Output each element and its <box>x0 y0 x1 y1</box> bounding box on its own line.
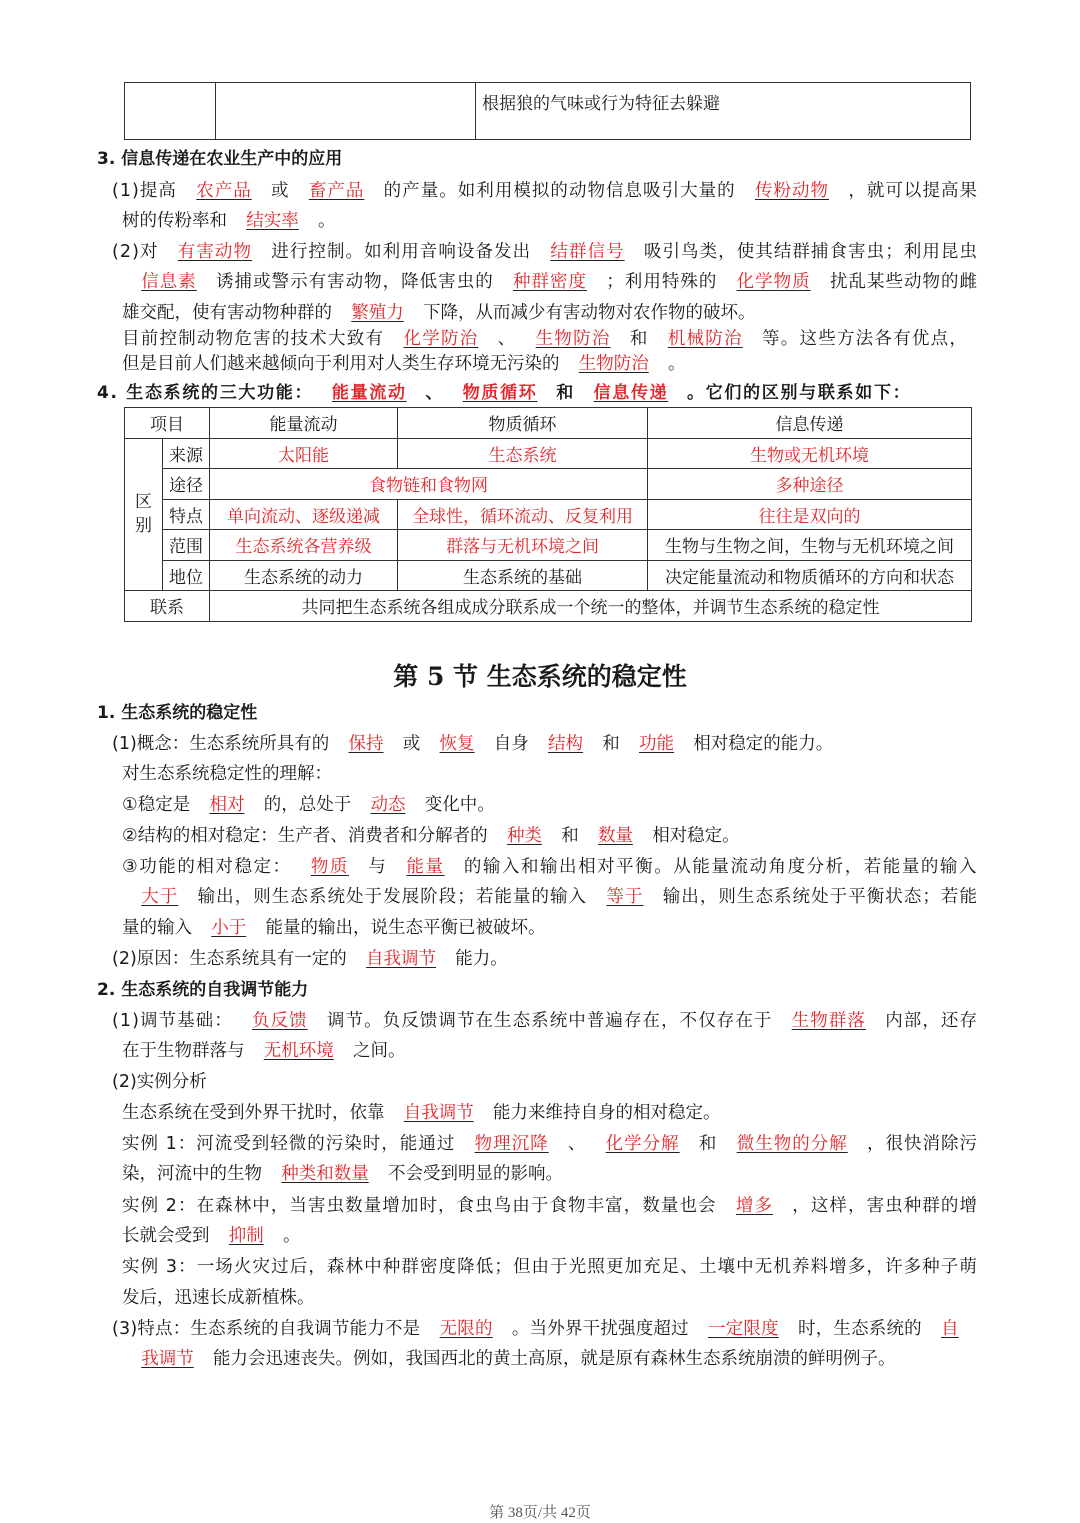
fill-blank-answer: 小于 <box>211 918 247 938</box>
text-run: ；利用特殊的 <box>606 272 718 292</box>
text-run: 能力来维持自身的相对稳定。 <box>493 1103 721 1123</box>
text-line <box>122 1348 896 1370</box>
text-run: 相对稳定。 <box>652 826 740 846</box>
text-line <box>122 1287 315 1309</box>
text-run: 染，河流中的生物 <box>122 1164 262 1184</box>
info-cell: 生物与生物之间，生物与无机环境之间 <box>648 530 972 561</box>
text-line <box>122 271 978 293</box>
fill-blank-answer: 等于 <box>606 887 644 907</box>
text-line <box>122 856 978 878</box>
text-run: (3)特点：生态系统的自我调节能力不是 <box>112 1319 421 1339</box>
fill-blank-answer: 结群信号 <box>550 242 625 262</box>
text-run: 和 <box>629 329 649 349</box>
fill-blank-answer: 信息传递 <box>593 383 669 403</box>
text-run: 或 <box>402 734 421 754</box>
text-run: 之间。 <box>353 1041 406 1061</box>
text-line <box>122 1225 301 1247</box>
text-line <box>112 1010 978 1032</box>
fill-blank-answer: 种类和数量 <box>281 1164 369 1184</box>
text-run: ②结构的相对稳定：生产者、消费者和分解者的 <box>122 826 488 846</box>
fill-blank-answer: 有害动物 <box>177 242 253 262</box>
fill-blank-answer: 恢复 <box>439 734 475 754</box>
text-run: 雄交配，使有害动物种群的 <box>122 303 332 323</box>
fill-blank-answer: 物理沉降 <box>474 1134 549 1154</box>
fill-blank-answer: 微生物的分解 <box>736 1134 848 1154</box>
text-run: 能量的输出，说生态平衡已被破坏。 <box>265 918 546 938</box>
text-run: 。 <box>283 1226 301 1246</box>
text-line <box>112 241 978 263</box>
fill-blank-answer: 功能 <box>639 734 675 754</box>
text-run: 能力。 <box>455 949 508 969</box>
fill-blank-answer: 保持 <box>348 734 384 754</box>
info-cell: 多种途径 <box>648 469 972 500</box>
fill-blank-answer: 自我调节 <box>403 1103 474 1123</box>
fill-blank-answer: 种群密度 <box>512 272 588 292</box>
text-run: 扰乱某些动物的雌 <box>829 272 979 292</box>
fill-blank-answer: 传粉动物 <box>754 181 830 201</box>
function-comparison-table <box>124 407 972 622</box>
fill-blank-answer: 信息素 <box>141 272 197 292</box>
header-cell: 物质循环 <box>398 408 648 439</box>
text-line <box>122 763 332 785</box>
text-run: (1)调节基础： <box>112 1011 233 1031</box>
fill-blank-answer: 化学防治 <box>403 329 479 349</box>
text-run: 在于生物群落与 <box>122 1041 245 1061</box>
text-run: 发后，迅速长成新植株。 <box>122 1288 315 1308</box>
matter-cell: 群落与无机环境之间 <box>398 530 648 561</box>
top-table-fragment <box>124 82 971 140</box>
text-line <box>122 353 686 375</box>
fill-blank-answer: 化学物质 <box>736 272 811 292</box>
text-line <box>122 794 495 816</box>
row-label: 途径 <box>163 469 210 500</box>
header-cell: 项目 <box>125 408 210 439</box>
info-cell: 生物或无机环境 <box>648 438 972 469</box>
text-run: 的，总处于 <box>263 795 352 815</box>
text-run: 和 <box>561 826 579 846</box>
text-run: 。 <box>668 354 686 374</box>
text-run: 等。这些方法各有优点， <box>762 329 969 349</box>
fill-blank-answer: 农产品 <box>196 181 252 201</box>
text-run: 变化中。 <box>424 795 495 815</box>
table-row <box>125 591 972 622</box>
page-footer: 第 38页/共 42页 <box>489 1505 591 1521</box>
fill-blank-answer: 化学分解 <box>605 1134 680 1154</box>
fill-blank-answer: 生物防治 <box>535 329 611 349</box>
fill-blank-answer: 数量 <box>597 826 633 846</box>
text-run: 长就会受到 <box>122 1226 210 1246</box>
text-line <box>122 1133 978 1155</box>
header-cell: 能量流动 <box>210 408 398 439</box>
text-run: (1)概念：生态系统所具有的 <box>112 734 330 754</box>
text-run: 量的输入 <box>122 918 192 938</box>
text-run: 输出，则生态系统处于平衡状态；若能 <box>662 887 979 907</box>
text-line <box>112 180 978 202</box>
table-header-row <box>125 408 972 439</box>
text-run: 实例 3：一场火灾过后，森林中种群密度降低；但由于光照更加充足、土壤中无机养料增多，许多种子萌 <box>122 1257 978 1277</box>
fill-blank-answer: 抑制 <box>228 1226 264 1246</box>
text-line <box>122 1163 563 1185</box>
text-run: 实例 2：在森林中，当害虫数量增加时，食虫鸟由于食物丰富，数量也会 <box>122 1196 717 1216</box>
text-run: (1)提高 <box>112 181 177 201</box>
text-run: 与 <box>368 857 388 877</box>
matter-cell: 全球性，循环流动、反复利用 <box>398 499 648 530</box>
text-line <box>112 948 508 970</box>
text-run: 实例 1：河流受到轻微的污染时，能通过 <box>122 1134 456 1154</box>
row-label: 来源 <box>163 438 210 469</box>
fill-blank-answer: 增多 <box>735 1196 774 1216</box>
fill-blank-answer: 结实率 <box>246 211 299 231</box>
link-text: 共同把生态系统各组成成分联系成一个统一的整体，并调节生态系统的稳定性 <box>210 591 972 622</box>
text-line <box>122 886 978 908</box>
link-label: 联系 <box>125 591 210 622</box>
text-run: 。 <box>318 211 336 231</box>
fill-blank-answer: 自我调节 <box>366 949 437 969</box>
fill-blank-answer: 物质循环 <box>462 383 538 403</box>
fill-blank-answer: 自 <box>941 1319 959 1339</box>
text-run: 1. 生态系统的稳定性 <box>97 703 258 723</box>
text-run: (2)实例分析 <box>112 1072 207 1092</box>
table-row <box>125 560 972 591</box>
text-run: 、 <box>425 383 445 403</box>
text-run: 树的传粉率和 <box>122 211 227 231</box>
info-cell: 决定能量流动和物质循环的方向和状态 <box>648 560 972 591</box>
text-run: 不会受到明显的影响。 <box>388 1164 563 1184</box>
fill-blank-answer: 畜产品 <box>308 181 365 201</box>
fill-blank-answer: 种类 <box>506 826 542 846</box>
energy-cell: 生态系统的动力 <box>210 560 398 591</box>
text-run: ，就可以提高果 <box>848 181 979 201</box>
text-line <box>112 733 833 755</box>
text-run: (2)原因：生态系统具有一定的 <box>112 949 347 969</box>
text-run: 生态系统在受到外界干扰时，依靠 <box>122 1103 385 1123</box>
fill-blank-answer: 物质 <box>310 857 349 877</box>
text-run: 。当外界干扰强度超过 <box>511 1319 689 1339</box>
table-row <box>125 499 972 530</box>
energy-cell: 单向流动、逐级递减 <box>210 499 398 530</box>
info-cell: 往往是双向的 <box>648 499 972 530</box>
fill-blank-answer: 一定限度 <box>708 1319 779 1339</box>
top-table-cell-3: 根据狼的气味或行为特征去躲避 <box>476 83 971 140</box>
text-run: 能力会迅速丧失。例如，我国西北的黄土高原，就是原有森林生态系统崩溃的鲜明例子。 <box>213 1349 896 1369</box>
group-label-cell <box>125 438 163 591</box>
text-run: 自身 <box>493 734 529 754</box>
text-run: 诱捕或警示有害动物，降低害虫的 <box>216 272 494 292</box>
text-run: 相对稳定的能力。 <box>693 734 834 754</box>
table-row <box>125 438 972 469</box>
row-label: 地位 <box>163 560 210 591</box>
fill-blank-answer: 动态 <box>370 795 406 815</box>
fill-blank-answer: 能量流动 <box>331 383 407 403</box>
section-title: 第 5 节 生态系统的稳定性 <box>393 662 687 691</box>
text-run: (2)对 <box>112 242 159 262</box>
text-line <box>122 1256 978 1278</box>
text-run: 4. 生态系统的三大功能： <box>97 383 314 403</box>
text-line <box>122 1040 406 1062</box>
text-line <box>122 825 740 847</box>
text-run: 或 <box>271 181 290 201</box>
group-label: 区别 <box>135 492 152 537</box>
matter-cell: 生态系统 <box>398 438 648 469</box>
text-run: 3. 信息传递在农业生产中的应用 <box>97 149 343 169</box>
energy-cell: 生态系统各营养级 <box>210 530 398 561</box>
shared-cell: 食物链和食物网 <box>210 469 648 500</box>
fill-blank-answer: 生物群落 <box>791 1011 866 1031</box>
fill-blank-answer: 大于 <box>141 887 179 907</box>
text-run: 、 <box>567 1134 587 1154</box>
text-run: 时，生态系统的 <box>798 1319 922 1339</box>
section-heading <box>97 979 308 1001</box>
top-table-cell-2 <box>216 83 476 140</box>
text-line <box>122 917 546 939</box>
matter-cell: 生态系统的基础 <box>398 560 648 591</box>
fill-blank-answer: 机械防治 <box>667 329 743 349</box>
fill-blank-answer: 负反馈 <box>252 1011 308 1031</box>
fill-blank-answer: 相对 <box>209 795 245 815</box>
text-run: 和 <box>556 383 575 403</box>
fill-blank-answer: 无机环境 <box>263 1041 334 1061</box>
text-run: ①稳定是 <box>122 795 191 815</box>
text-run: 的输入和输出相对平衡。从能量流动角度分析，若能量的输入 <box>463 857 979 877</box>
text-run: ③功能的相对稳定： <box>122 857 292 877</box>
energy-cell: 太阳能 <box>210 438 398 469</box>
row-label: 特点 <box>163 499 210 530</box>
text-line <box>122 328 968 350</box>
fill-blank-answer: 繁殖力 <box>351 303 404 323</box>
fill-blank-answer: 结构 <box>548 734 584 754</box>
fill-blank-answer: 生物防治 <box>578 354 649 374</box>
section-heading <box>97 382 911 404</box>
text-run: 下降，从而减少有害动物对农作物的破坏。 <box>423 303 756 323</box>
text-run: 的产量。如利用模拟的动物信息吸引大量的 <box>383 181 736 201</box>
text-run: 。它们的区别与联系如下： <box>687 383 912 403</box>
section-heading <box>97 702 257 724</box>
text-run: 但是目前人们越来越倾向于利用对人类生存环境无污染的 <box>122 354 560 374</box>
text-run: 目前控制动物危害的技术大致有 <box>122 329 385 349</box>
text-line <box>122 1102 721 1124</box>
text-run: 对生态系统稳定性的理解： <box>122 764 332 784</box>
text-run: 2. 生态系统的自我调节能力 <box>97 980 309 1000</box>
table-row <box>125 530 972 561</box>
text-line <box>122 1195 978 1217</box>
top-table-cell-1 <box>125 83 216 140</box>
section-heading <box>97 148 342 170</box>
text-line <box>112 1318 978 1340</box>
text-run: ，很快消除污 <box>866 1134 979 1154</box>
text-run: 吸引鸟类，使其结群捕食害虫；利用昆虫 <box>643 242 979 262</box>
text-line <box>112 1071 207 1093</box>
text-run: 、 <box>497 329 517 349</box>
fill-blank-answer: 我调节 <box>141 1349 194 1369</box>
fill-blank-answer: 无限的 <box>439 1319 493 1339</box>
text-run: 内部，还存 <box>885 1011 979 1031</box>
text-line <box>122 302 756 324</box>
fill-blank-answer: 能量 <box>406 857 445 877</box>
text-run: 和 <box>698 1134 718 1154</box>
header-cell: 信息传递 <box>648 408 972 439</box>
text-run: ，这样，害虫种群的增 <box>792 1196 979 1216</box>
row-label: 范围 <box>163 530 210 561</box>
text-line <box>122 210 336 232</box>
text-run: 和 <box>602 734 620 754</box>
text-run: 输出，则生态系统处于发展阶段；若能量的输入 <box>197 887 588 907</box>
text-run: 调节。负反馈调节在生态系统中普遍存在，不仅存在于 <box>326 1011 773 1031</box>
text-run: 进行控制。如利用音响设备发出 <box>271 242 532 262</box>
table-row <box>125 469 972 500</box>
